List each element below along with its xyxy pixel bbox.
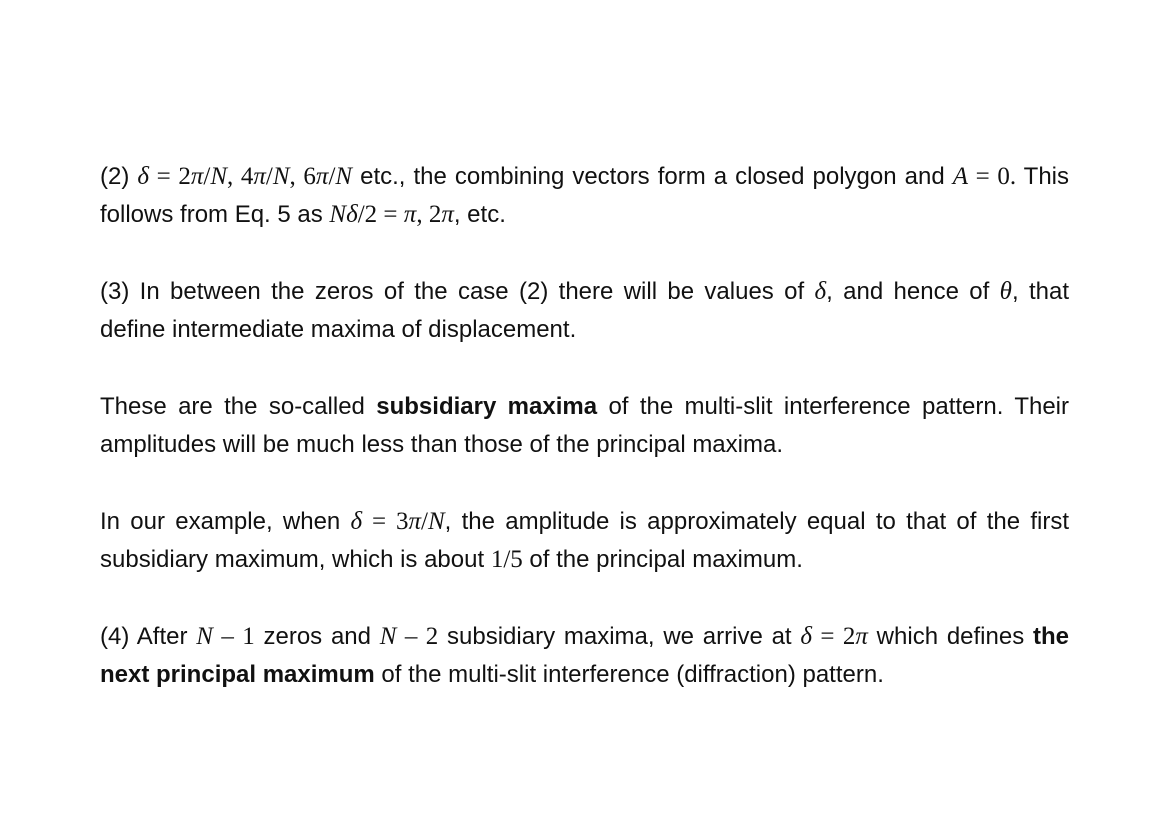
n-minus-1-equation: N – 1: [196, 623, 255, 650]
paragraph-case-2: [100, 158, 1069, 233]
n-delta-equation: Nδ/2 = π, 2π: [329, 200, 454, 228]
case-2-text: etc., the combining vectors form a closed polygon and: [352, 163, 953, 190]
one-fifth-fraction: 1/5: [490, 545, 523, 573]
paragraph-case-3: (3) In between the zeros of the case (2) there will be values of δ, and hence of θ, that define intermediate maxima of displacement.: [100, 278, 1069, 343]
case-2-delta-equation: δ = 2π/N, 4π/N, 6π/N: [137, 163, 353, 190]
n-minus-2-equation: N – 2: [379, 623, 439, 650]
next-principal-maximum-term: the next principal maximum: [100, 623, 1070, 688]
amplitude-zero-equation: A = 0.: [952, 163, 1017, 190]
case-2-text-2: This follows from Eq. 5 as: [100, 163, 1070, 228]
document-page: [100, 158, 1069, 693]
subsidiary-maxima-term: subsidiary maxima: [376, 393, 598, 420]
paragraph-subsidiary-maxima: These are the so-called subsidiary maxima of the multi-slit interference pattern. Their amplitudes will be much less than those of the principal maxima.: [100, 393, 1069, 458]
delta-2pi-equation: δ = 2π: [800, 623, 868, 650]
example-delta-equation: δ = 3π/N: [350, 508, 445, 535]
theta-symbol: θ: [999, 278, 1012, 305]
case-2-text-3: , etc.: [453, 200, 506, 228]
delta-symbol: δ: [814, 278, 827, 305]
paragraph-case-4: (4) After N – 1 zeros and N – 2 subsidiary maxima, we arrive at δ = 2π which defines the next principal maximum of the multi-slit interference (diffraction) pattern.: [100, 623, 1070, 688]
paragraph-example: In our example, when δ = 3π/N, the amplitude is approximately equal to that of the first subsidiary maximum, which is about 1/5 of the principal maximum.: [100, 508, 1069, 573]
case-2-label: (2): [100, 163, 138, 190]
